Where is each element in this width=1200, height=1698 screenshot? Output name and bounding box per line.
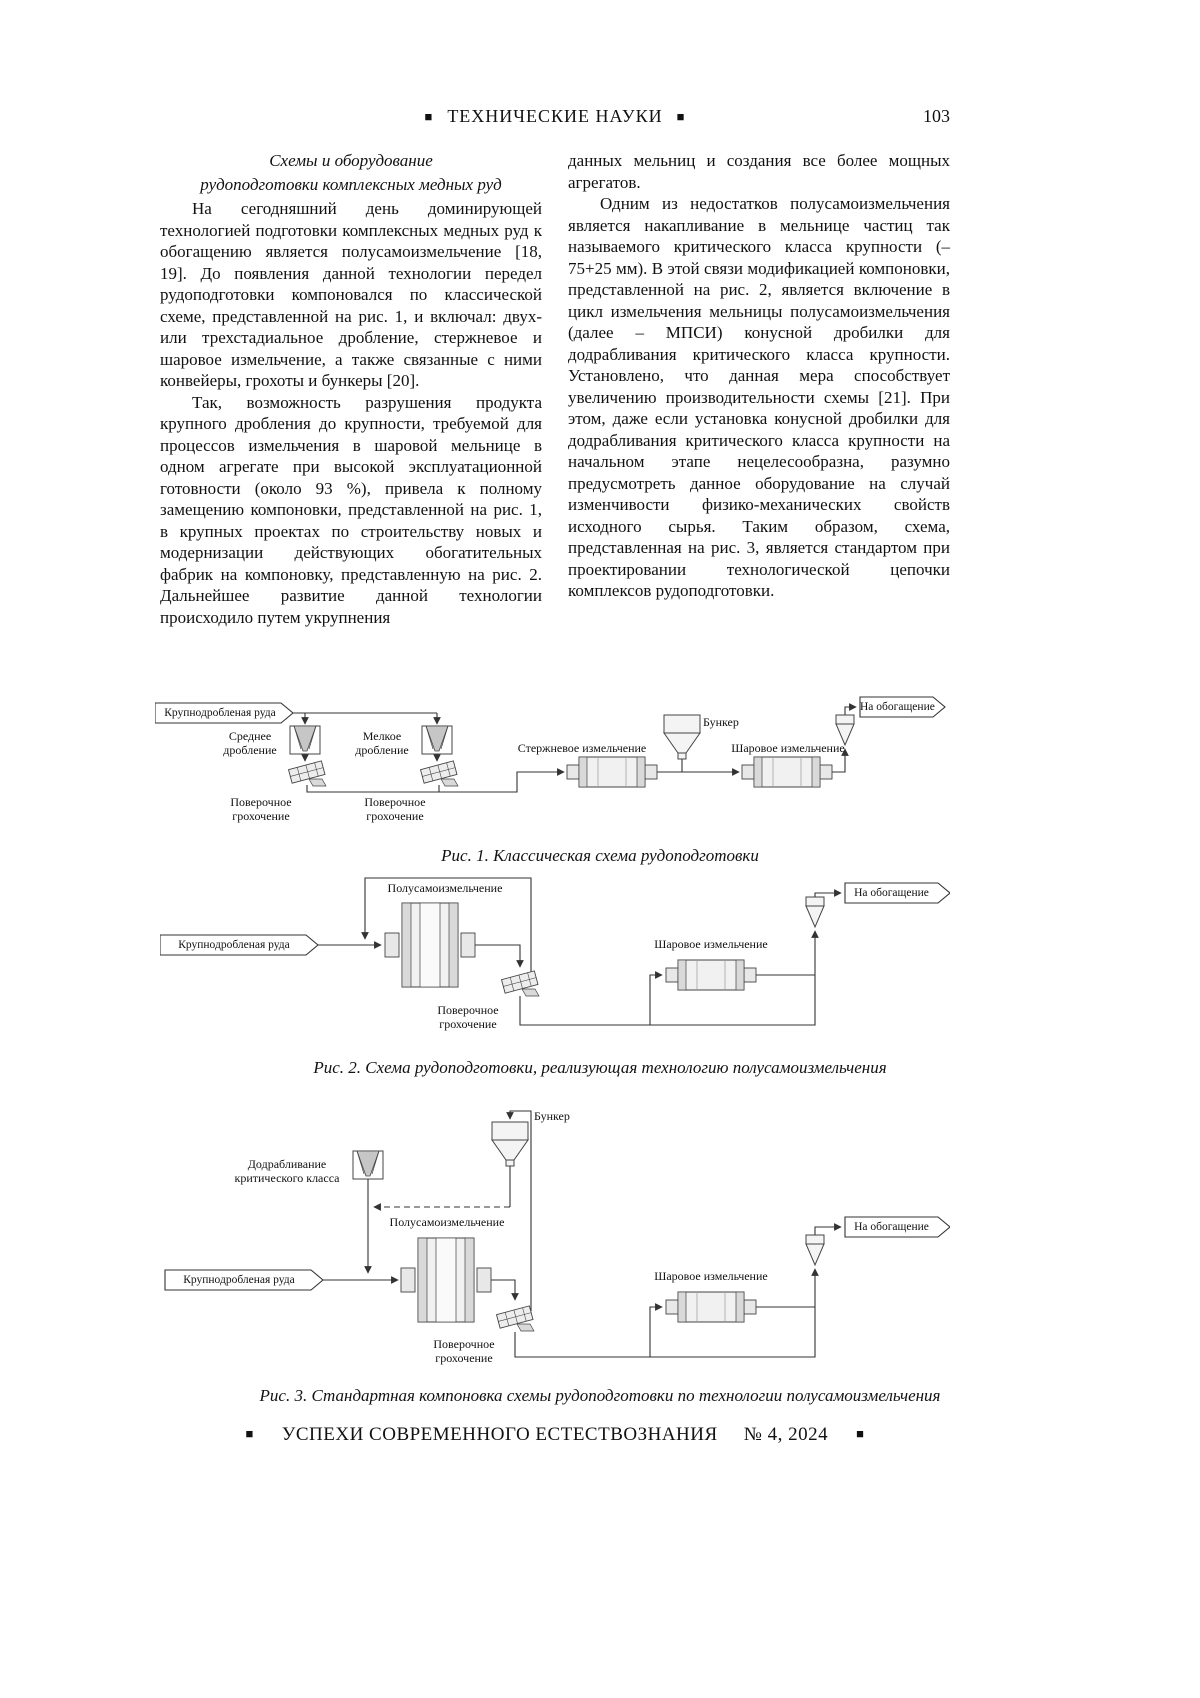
figure-2-caption: Рис. 2. Схема рудоподготовки, реализующая технологию полусамоизмельчения xyxy=(313,1058,887,1077)
footer-issue: № 4, 2024 xyxy=(743,1424,829,1445)
article-columns xyxy=(160,150,950,628)
article-title-line1: Схемы и оборудование xyxy=(269,151,433,170)
fig3-label-sag: Полусамоизмельчение xyxy=(389,1215,505,1229)
page-header xyxy=(160,106,950,132)
fig2-label-sag: Полусамоизмельчение xyxy=(387,881,503,895)
cyclone-icon xyxy=(806,1235,824,1265)
page-number: 103 xyxy=(923,106,950,126)
fig1-label-screening1: Поверочное грохочение xyxy=(230,795,292,824)
figure-3-diagram xyxy=(160,1095,950,1380)
figure-2 xyxy=(160,875,950,1050)
screen-icon xyxy=(497,1306,534,1331)
fig1-label-output: На обогащение xyxy=(860,701,935,713)
fig1-label-rod-mill: Стержневое измельчение xyxy=(517,741,647,755)
flow-lines xyxy=(323,1111,841,1357)
header-title-row xyxy=(160,106,950,127)
fig2-label-output: На обогащение xyxy=(854,887,929,899)
footer-journal-title: УСПЕХИ СОВРЕМЕННОГО ЕСТЕСТВОЗНАНИЯ xyxy=(281,1424,718,1445)
fig1-label-hopper: Бункер xyxy=(703,715,739,729)
sag-mill-icon xyxy=(385,903,475,987)
header-section-title: ТЕХНИЧЕСКИЕ НАУКИ xyxy=(447,106,663,126)
figure-1 xyxy=(155,695,950,843)
fig1-label-fine-crushing: Мелкое дробление xyxy=(355,729,409,758)
footer-square-right-icon: ■ xyxy=(856,1426,865,1441)
paragraph: данных мельниц и создания все более мощных агрегатов. xyxy=(568,151,950,192)
footer-square-left-icon: ■ xyxy=(245,1426,254,1441)
sag-mill-icon xyxy=(401,1238,491,1322)
figure-3-caption: Рис. 3. Стандартная компоновка схемы рудоподготовки по технологии полусамоизмельчения xyxy=(259,1386,941,1405)
fig2-label-input: Крупнодробленая руда xyxy=(178,939,290,951)
figure-1-caption: Рис. 1. Классическая схема рудоподготовки xyxy=(441,846,759,865)
fig2-label-ball-mill: Шаровое измельчение xyxy=(654,937,768,951)
ball-mill-icon xyxy=(742,757,832,787)
paragraph: На сегодняшний день доминирующей технологией подготовки комплексных медных руд к обогащению является полусамоизмельчение [18, 19]. До появления данной технологии передел рудоподготовки компоновался по классической схеме, представленной на рис. 1, и включал: двух- или трехстадиальное дробление, стержневое и шаровое измельчение, а также связанные с ними конвейеры, грохоты и бункеры [20]. xyxy=(160,199,542,390)
rod-mill-icon xyxy=(567,757,657,787)
column-left xyxy=(160,150,542,628)
fig3-label-ball-mill: Шаровое измельчение xyxy=(654,1269,768,1283)
hopper-icon xyxy=(492,1122,528,1166)
fig1-label-medium-crushing: Среднее дробление xyxy=(223,729,277,758)
figure-2-diagram xyxy=(160,875,950,1050)
fig1-label-input: Крупнодробленая руда xyxy=(164,707,276,719)
fig3-label-output: На обогащение xyxy=(854,1221,929,1233)
article-title-line2: рудоподготовки комплексных медных руд xyxy=(200,175,502,194)
figure-3 xyxy=(160,1095,950,1380)
fig3-label-recrush: Додрабливание критического класса xyxy=(234,1157,340,1186)
header-square-left-icon: ■ xyxy=(424,109,434,124)
cyclone-icon xyxy=(806,897,824,927)
fig3-label-screening: Поверочное грохочение xyxy=(433,1337,495,1366)
crusher-icon xyxy=(353,1151,383,1179)
fig1-label-screening2: Поверочное грохочение xyxy=(364,795,426,824)
fig1-label-ball-mill: Шаровое измельчение xyxy=(731,741,845,755)
hopper-icon xyxy=(664,715,700,759)
fig3-label-hopper: Бункер xyxy=(534,1109,570,1123)
paragraph: Одним из недостатков полусамоизмельчения является накапливание в мельнице частиц так называемого критического класса крупности (–75+25 мм). В этой связи модификацией компоновки, представленной на рис. 2, является включение в цикл измельчения мельницы полусамоизмельчения (далее – МПСИ) конусной дробилки для додрабливания критического класса крупности. Установлено, что данная мера способствует увеличению производительности схемы [21]. При этом, даже если установка конусной дробилки для додрабливания критического класса крупности на начальном этапе нецелесообразна, разумно предусмотреть данное оборудование на случай изменчивости физико-механических свойств исходного сырья. Таким образом, схема, представленная на рис. 3, является стандартом при проектировании технологической цепочки комплексов рудоподготовки. xyxy=(568,194,950,600)
page-footer xyxy=(160,1424,950,1446)
crusher-icon xyxy=(290,726,320,754)
column-right xyxy=(568,150,950,628)
fig3-label-input: Крупнодробленая руда xyxy=(183,1274,295,1286)
screen-icon xyxy=(421,761,458,786)
fig2-label-screening: Поверочное грохочение xyxy=(437,1003,499,1032)
paragraph: Так, возможность разрушения продукта крупного дробления до крупности, требуемой для процессов измельчения в шаровой мельнице в одном агрегате при высокой эксплуатационной готовности (около 93 %), привела к полному замещению компоновки, представленной на рис. 1, в крупных проектах по строительству новых и модернизации действующих обогатительных фабрик на компоновку, представленную на рис. 2. Дальнейшее развитие данной технологии происходило путем укрупнения xyxy=(160,392,542,627)
screen-icon xyxy=(502,971,539,996)
crusher-icon xyxy=(422,726,452,754)
ball-mill-icon xyxy=(666,960,756,990)
header-square-right-icon: ■ xyxy=(676,109,686,124)
screen-icon xyxy=(289,761,326,786)
ball-mill-icon xyxy=(666,1292,756,1322)
